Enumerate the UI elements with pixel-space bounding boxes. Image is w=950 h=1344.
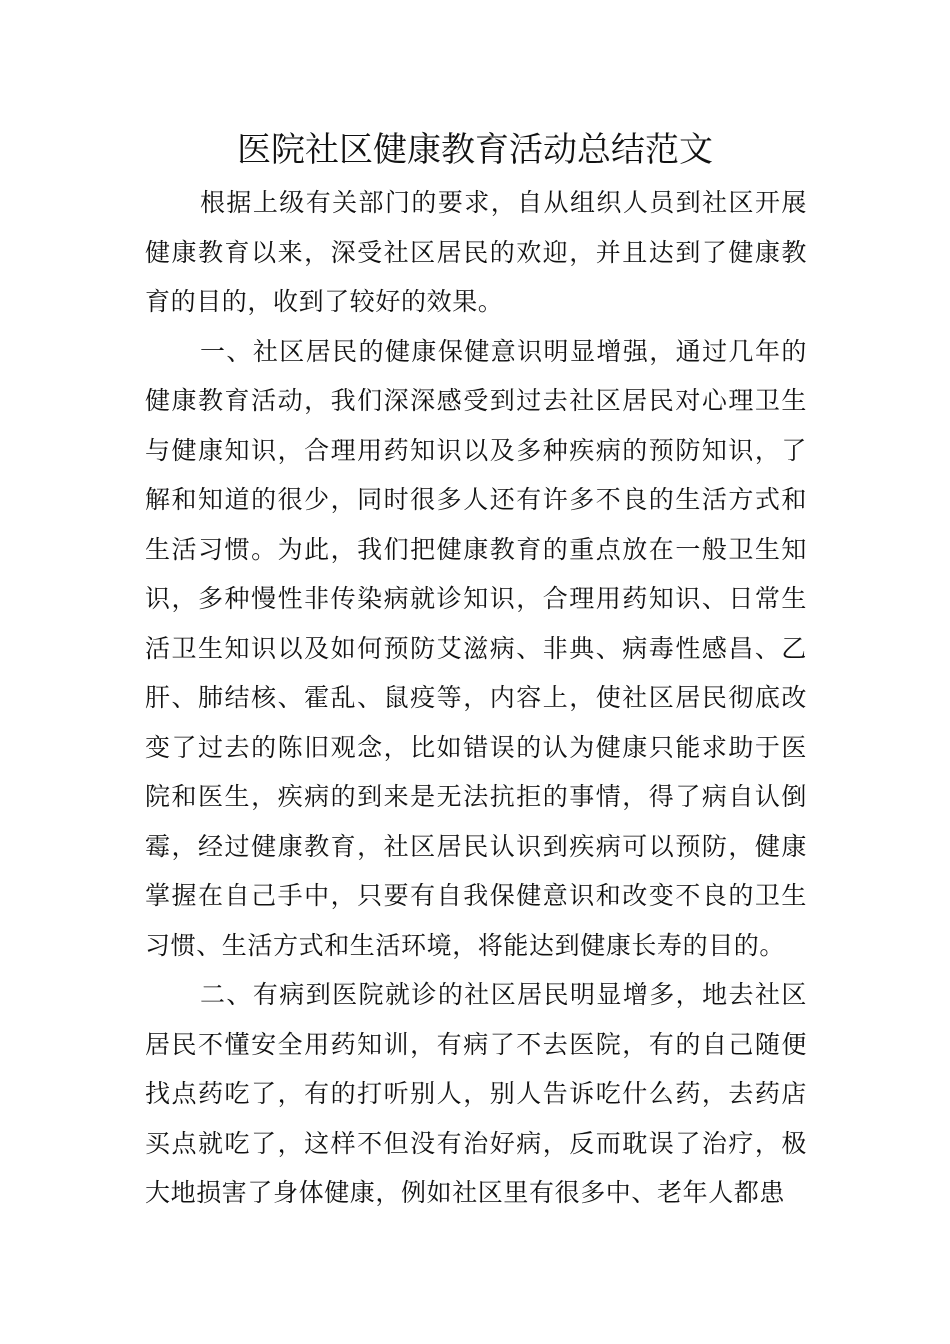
document-title: 医院社区健康教育活动总结范文 bbox=[237, 130, 713, 170]
document-body bbox=[145, 178, 807, 1218]
paragraph-section-one: 一、社区居民的健康保健意识明显增强，通过几年的健康教育活动，我们深深感受到过去社区居民对心理卫生与健康知识，合理用药知识以及多种疾病的预防知识，了解和知道的很少，同时很多人还有许多不良的生活方式和生活习惯。为此，我们把健康教育的重点放在一般卫生知识，多种慢性非传染病就诊知识，合理用药知识、日常生活卫生知识以及如何预防艾滋病、非典、病毒性感昌、乙肝、肺结核、霍乱、鼠疫等，内容上，使社区居民彻底改变了过去的陈旧观念，比如错误的认为健康只能求助于医院和医生，疾病的到来是无法抗拒的事情，得了病自认倒霉，经过健康教育，社区居民认识到疾病可以预防，健康掌握在自己手中，只要有自我保健意识和改变不良的卫生习惯、生活方式和生活环境，将能达到健康长寿的目的。 bbox=[145, 336, 807, 960]
paragraph-intro: 根据上级有关部门的要求，自从组织人员到社区开展健康教育以来，深受社区居民的欢迎，并且达到了健康教育的目的，收到了较好的效果。 bbox=[145, 188, 807, 316]
paragraph-section-two: 二、有病到医院就诊的社区居民明显增多，地去社区居民不懂安全用药知训，有病了不去医院，有的自己随便找点药吃了，有的打听别人，别人告诉吃什么药，去药店买点就吃了，这样不但没有治好病，反而耽误了治疗，极大地损害了身体健康，例如社区里有很多中、老年人都患 bbox=[145, 980, 807, 1207]
